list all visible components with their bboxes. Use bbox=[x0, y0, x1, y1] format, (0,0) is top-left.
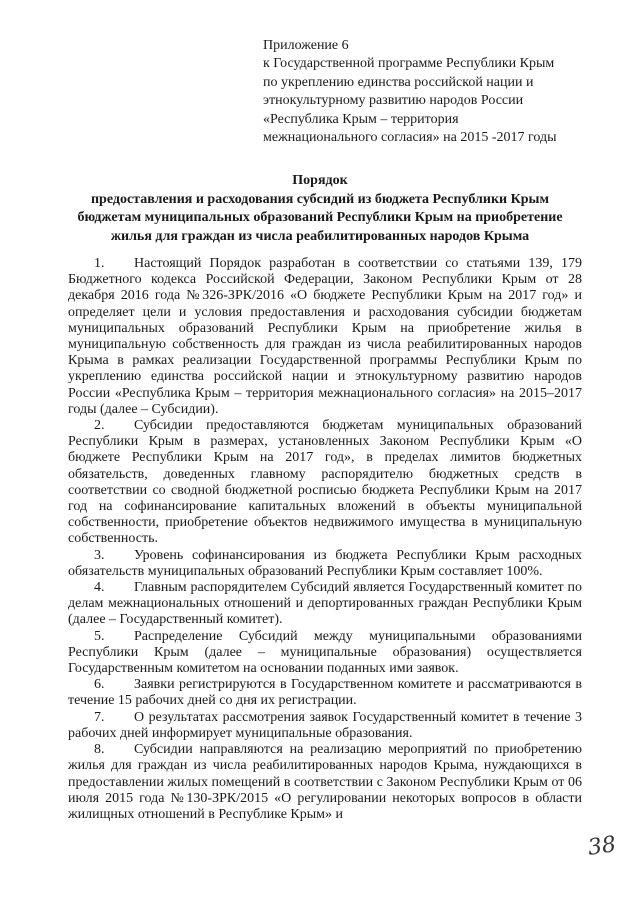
appendix-line: по укреплению единства российской нации и bbox=[263, 74, 534, 90]
paragraph-number: 8. bbox=[94, 742, 105, 758]
paragraph bbox=[68, 418, 582, 548]
paragraph-text: Настоящий Порядок разработан в соответствии со статьями 139, 179 Бюджетного кодекса Российской Федерации, Законом Республики Крым от 28 декабря 2016 года №326-ЗРК/2016 «О бюджете Республики Крым на 2017 год» и определяет цели и условия предоставления и расходования субсидии бюджетам муниципальных образований Республики Крым на приобретение жилья в муниципальную собственность для граждан из числа реабилитированных народов Крыма в рамках реализации Государственной программы Республики Крым по укреплению единства российской нации и этнокультурному развитию народов России «Республика Крым – территория межнационального согласия» на 2015–2017 годы (далее – Субсидии). bbox=[68, 256, 582, 417]
document-title bbox=[40, 172, 600, 246]
paragraph-text: Главным распорядителем Субсидий является Государственный комитет по делам межнациональных отношений и депортированных граждан Республики Крым (далее – Государственный комитет). bbox=[68, 580, 582, 628]
handwritten-page-number: 38 bbox=[586, 832, 618, 861]
title-line: предоставления и расходования субсидий из бюджета Республики Крым bbox=[90, 191, 550, 207]
paragraph bbox=[68, 629, 582, 678]
paragraph-number: 4. bbox=[94, 580, 105, 596]
paragraph-text: Субсидии предоставляются бюджетам муниципальных образований Республики Крым в размерах, установленных Законом Республики Крым «О бюджете Республики Крым на 2017 год», в пределах лимитов бюджетных обязательств, доведенных главному распорядителю бюджетных средств в соответствии со сводной бюджетной росписью бюджета Республики Крым на 2017 год на софинансирование капитальных вложений в объекты муниципальной собственности, приобретение объектов недвижимого имущества в муниципальную собственность. bbox=[68, 418, 582, 547]
paragraph bbox=[68, 256, 582, 418]
paragraph-text: О результатах рассмотрения заявок Государственный комитет в течение 3 рабочих дней информирует муниципальные образования. bbox=[68, 709, 582, 741]
paragraph bbox=[68, 580, 582, 629]
paragraph-number: 6. bbox=[94, 677, 105, 693]
paragraph-number: 1. bbox=[94, 256, 105, 271]
paragraph bbox=[68, 677, 582, 709]
paragraph bbox=[68, 548, 582, 580]
paragraph-text: Уровень софинансирования из бюджета Республики Крым расходных обязательств муниципальных образований Республики Крым составляет 100%. bbox=[68, 547, 582, 579]
appendix-line: к Государственной программе Республики Крым bbox=[263, 56, 555, 72]
paragraph-number: 7. bbox=[94, 709, 105, 725]
paragraph-number: 5. bbox=[94, 628, 105, 644]
paragraph bbox=[68, 742, 582, 823]
title-line: жилья для граждан из числа реабилитированных народов Крыма bbox=[110, 228, 530, 244]
paragraph-number: 2. bbox=[94, 418, 105, 434]
appendix-line: «Республика Крым – территория bbox=[263, 111, 459, 127]
paragraph-text: Субсидии направляются на реализацию мероприятий по приобретению жилья для граждан из числа реабилитированных народов Крыма, нуждающихся в предоставлении жилых помещений в соответствии с Законом Республики Крым от 06 июля 2015 года №130-ЗРК/2015 «О регулировании некоторых вопросов в области жилищных отношений в Республике Крым» и bbox=[68, 742, 582, 822]
appendix-line: межнационального согласия» на 2015 -2017 годы bbox=[263, 130, 557, 146]
paragraph-number: 3. bbox=[94, 547, 105, 563]
title-line: Порядок bbox=[292, 173, 348, 188]
paragraph-text: Заявки регистрируются в Государственном комитете и рассматриваются в течение 15 рабочих дней со дня их регистрации. bbox=[68, 677, 582, 709]
paragraph bbox=[68, 710, 582, 742]
document-body bbox=[68, 256, 582, 823]
appendix-line: этнокультурному развитию народов России bbox=[263, 93, 524, 109]
appendix-header bbox=[263, 37, 613, 147]
title-line: бюджетам муниципальных образований Республики Крым на приобретение bbox=[77, 210, 563, 226]
appendix-line: Приложение 6 bbox=[263, 38, 349, 53]
paragraph-text: Распределение Субсидий между муниципальными образованиями Республики Крым (далее – муниципальные образования) осуществляется Государственным комитетом на основании поданных ими заявок. bbox=[68, 628, 582, 677]
